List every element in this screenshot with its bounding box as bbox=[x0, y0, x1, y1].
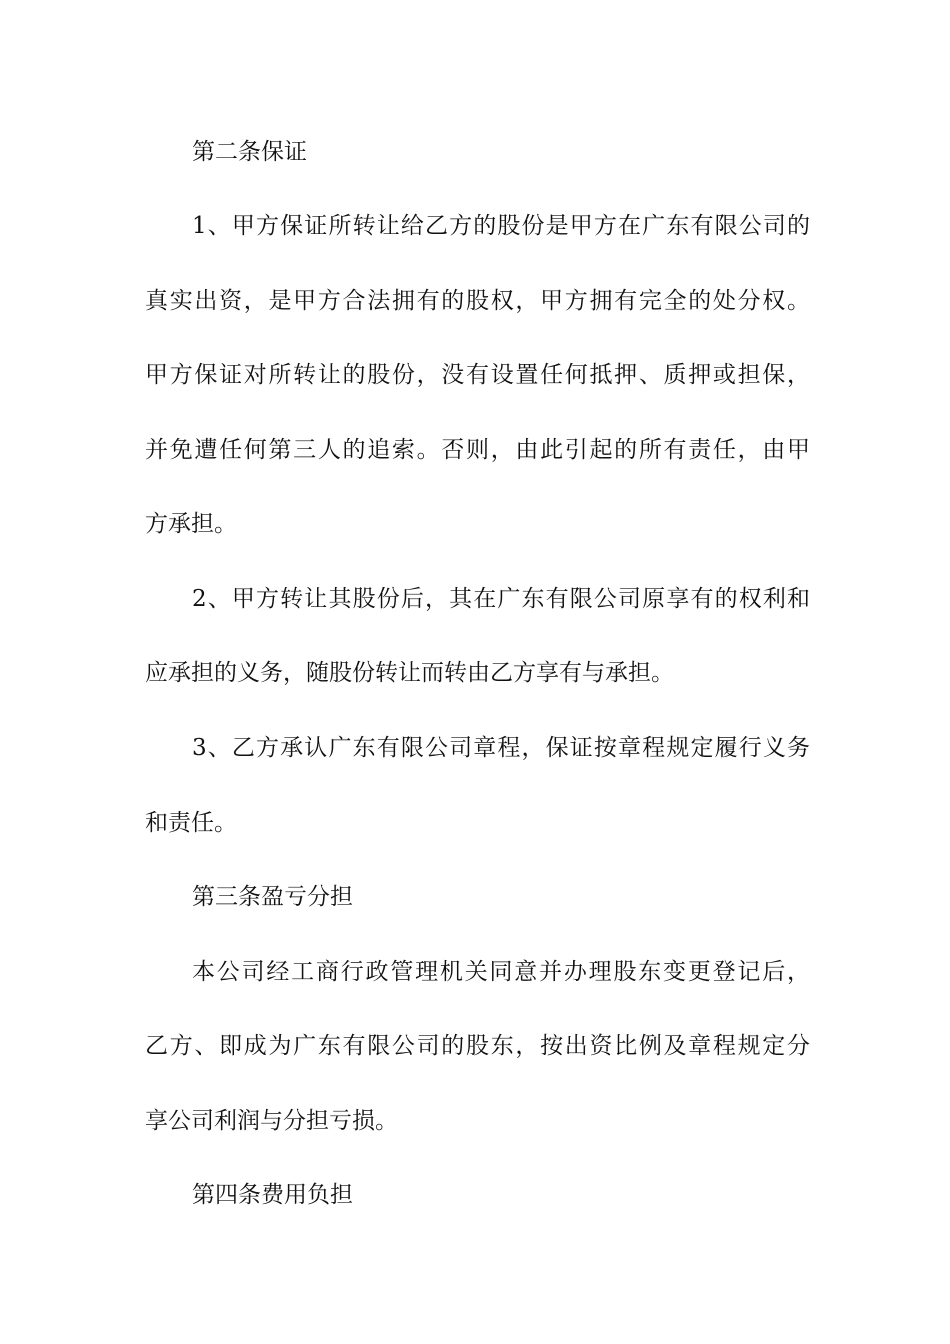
paragraph-line: 享公司利润与分担亏损。 bbox=[145, 1108, 398, 1134]
heading-article-4: 第四条费用负担 bbox=[192, 1182, 353, 1208]
paragraph-line: 1、甲方保证所转让给乙方的股份是甲方在广东有限公司的 bbox=[192, 213, 810, 239]
paragraph-line: 3、乙方承认广东有限公司章程，保证按章程规定履行义务 bbox=[192, 735, 810, 761]
paragraph-line: 真实出资，是甲方合法拥有的股权，甲方拥有完全的处分权。 bbox=[145, 288, 810, 314]
heading-article-3: 第三条盈亏分担 bbox=[192, 884, 353, 910]
heading-article-2: 第二条保证 bbox=[192, 139, 307, 165]
paragraph-line: 甲方保证对所转让的股份，没有设置任何抵押、质押或担保， bbox=[145, 362, 810, 388]
paragraph-line: 乙方、即成为广东有限公司的股东，按出资比例及章程规定分 bbox=[145, 1033, 810, 1059]
paragraph-line: 本公司经工商行政管理机关同意并办理股东变更登记后， bbox=[192, 959, 810, 985]
paragraph-line: 应承担的义务，随股份转让而转由乙方享有与承担。 bbox=[145, 660, 674, 686]
paragraph-line: 方承担。 bbox=[145, 511, 237, 537]
paragraph-line: 并免遭任何第三人的追索。否则，由此引起的所有责任，由甲 bbox=[145, 437, 810, 463]
paragraph-line: 和责任。 bbox=[145, 810, 237, 836]
paragraph-line: 2、甲方转让其股份后，其在广东有限公司原享有的权利和 bbox=[192, 586, 810, 612]
